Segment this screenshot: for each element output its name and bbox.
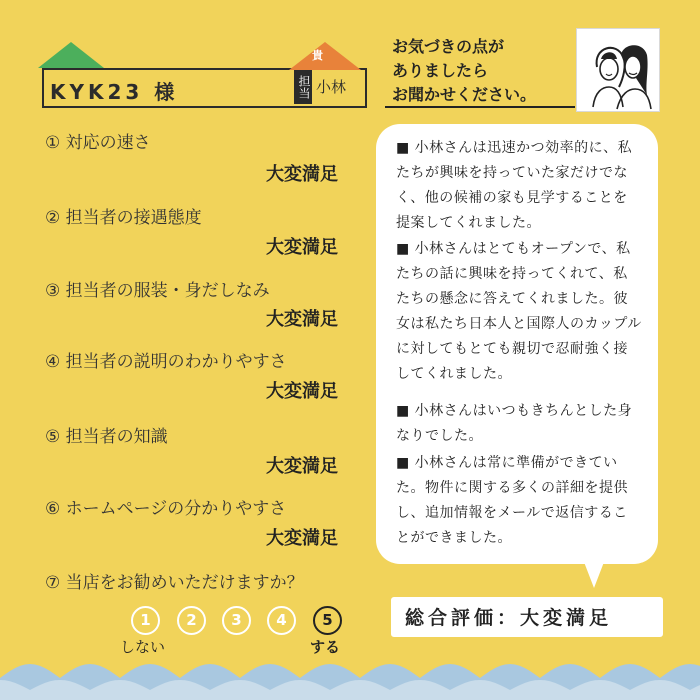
scale-high-label: する: [310, 638, 341, 656]
couple-avatar: [576, 28, 660, 112]
staff-badge: 担当: [294, 70, 312, 104]
prompt-line-1: お気づきの点が: [392, 37, 505, 56]
comment-1: ■ 小林さんは迅速かつ効率的に、私たちが興味を持っていた家だけでなく、他の候補の家も見学することを提案してくれました。: [396, 140, 633, 231]
staff-roof-icon: [285, 40, 365, 72]
answer-3: 大変満足: [266, 309, 338, 330]
rating-3[interactable]: 3: [222, 606, 251, 635]
comment-4: ■ 小林さんは常に準備ができていた。物件に関する多くの詳細を提供し、追加情報をメールで返信することができました。: [396, 455, 628, 546]
question-2: ② 担当者の接遇態度: [45, 208, 202, 228]
overall-rating: 総合評価：大変満足: [405, 607, 613, 629]
recommend-question: ⑦ 当店をお勧めいただけますか？: [45, 573, 304, 593]
scale-low-label: しない: [120, 638, 166, 656]
question-3: ③ 担当者の服装・身だしなみ: [45, 281, 270, 301]
feedback-prompt: [392, 35, 536, 107]
question-4: ④ 担当者の説明のわかりやすさ: [45, 352, 287, 372]
staff-name: 小林: [316, 78, 347, 96]
house-roof-icon: [36, 40, 106, 70]
prompt-line-2: ありましたら: [392, 61, 489, 80]
couple-illustration-icon: [577, 29, 659, 111]
question-5: ⑤ 担当者の知識: [45, 427, 168, 447]
question-1: ① 対応の速さ: [45, 133, 151, 153]
prompt-line-3: お聞かせください。: [392, 85, 537, 104]
prompt-underline: [385, 106, 575, 108]
bubble-tail: [582, 562, 606, 590]
answer-2: 大変満足: [266, 237, 338, 258]
customer-name: KYK23 様: [50, 80, 179, 104]
rating-5-selected[interactable]: 5: [313, 606, 342, 635]
answer-6: 大変満足: [266, 528, 338, 549]
rating-4[interactable]: 4: [267, 606, 296, 635]
answer-1: 大変満足: [266, 164, 338, 185]
wave-decoration: [0, 650, 700, 700]
comment-2: ■ 小林さんはとてもオープンで、私たちの話に興味を持ってくれて、私たちの懸念に答えてくれました。彼女は私たち日本人と国際人のカップルに対してもとても親切で忍耐強く接してくれました。: [396, 241, 642, 382]
question-6: ⑥ ホームページの分かりやすさ: [45, 499, 287, 519]
rating-1[interactable]: 1: [131, 606, 160, 635]
answer-4: 大変満足: [266, 381, 338, 402]
comment-3: ■ 小林さんはいつもきちんとした身なりでした。: [396, 403, 633, 444]
rating-2[interactable]: 2: [177, 606, 206, 635]
roof-seal-char: 貴: [312, 49, 323, 62]
answer-5: 大変満足: [266, 456, 338, 477]
